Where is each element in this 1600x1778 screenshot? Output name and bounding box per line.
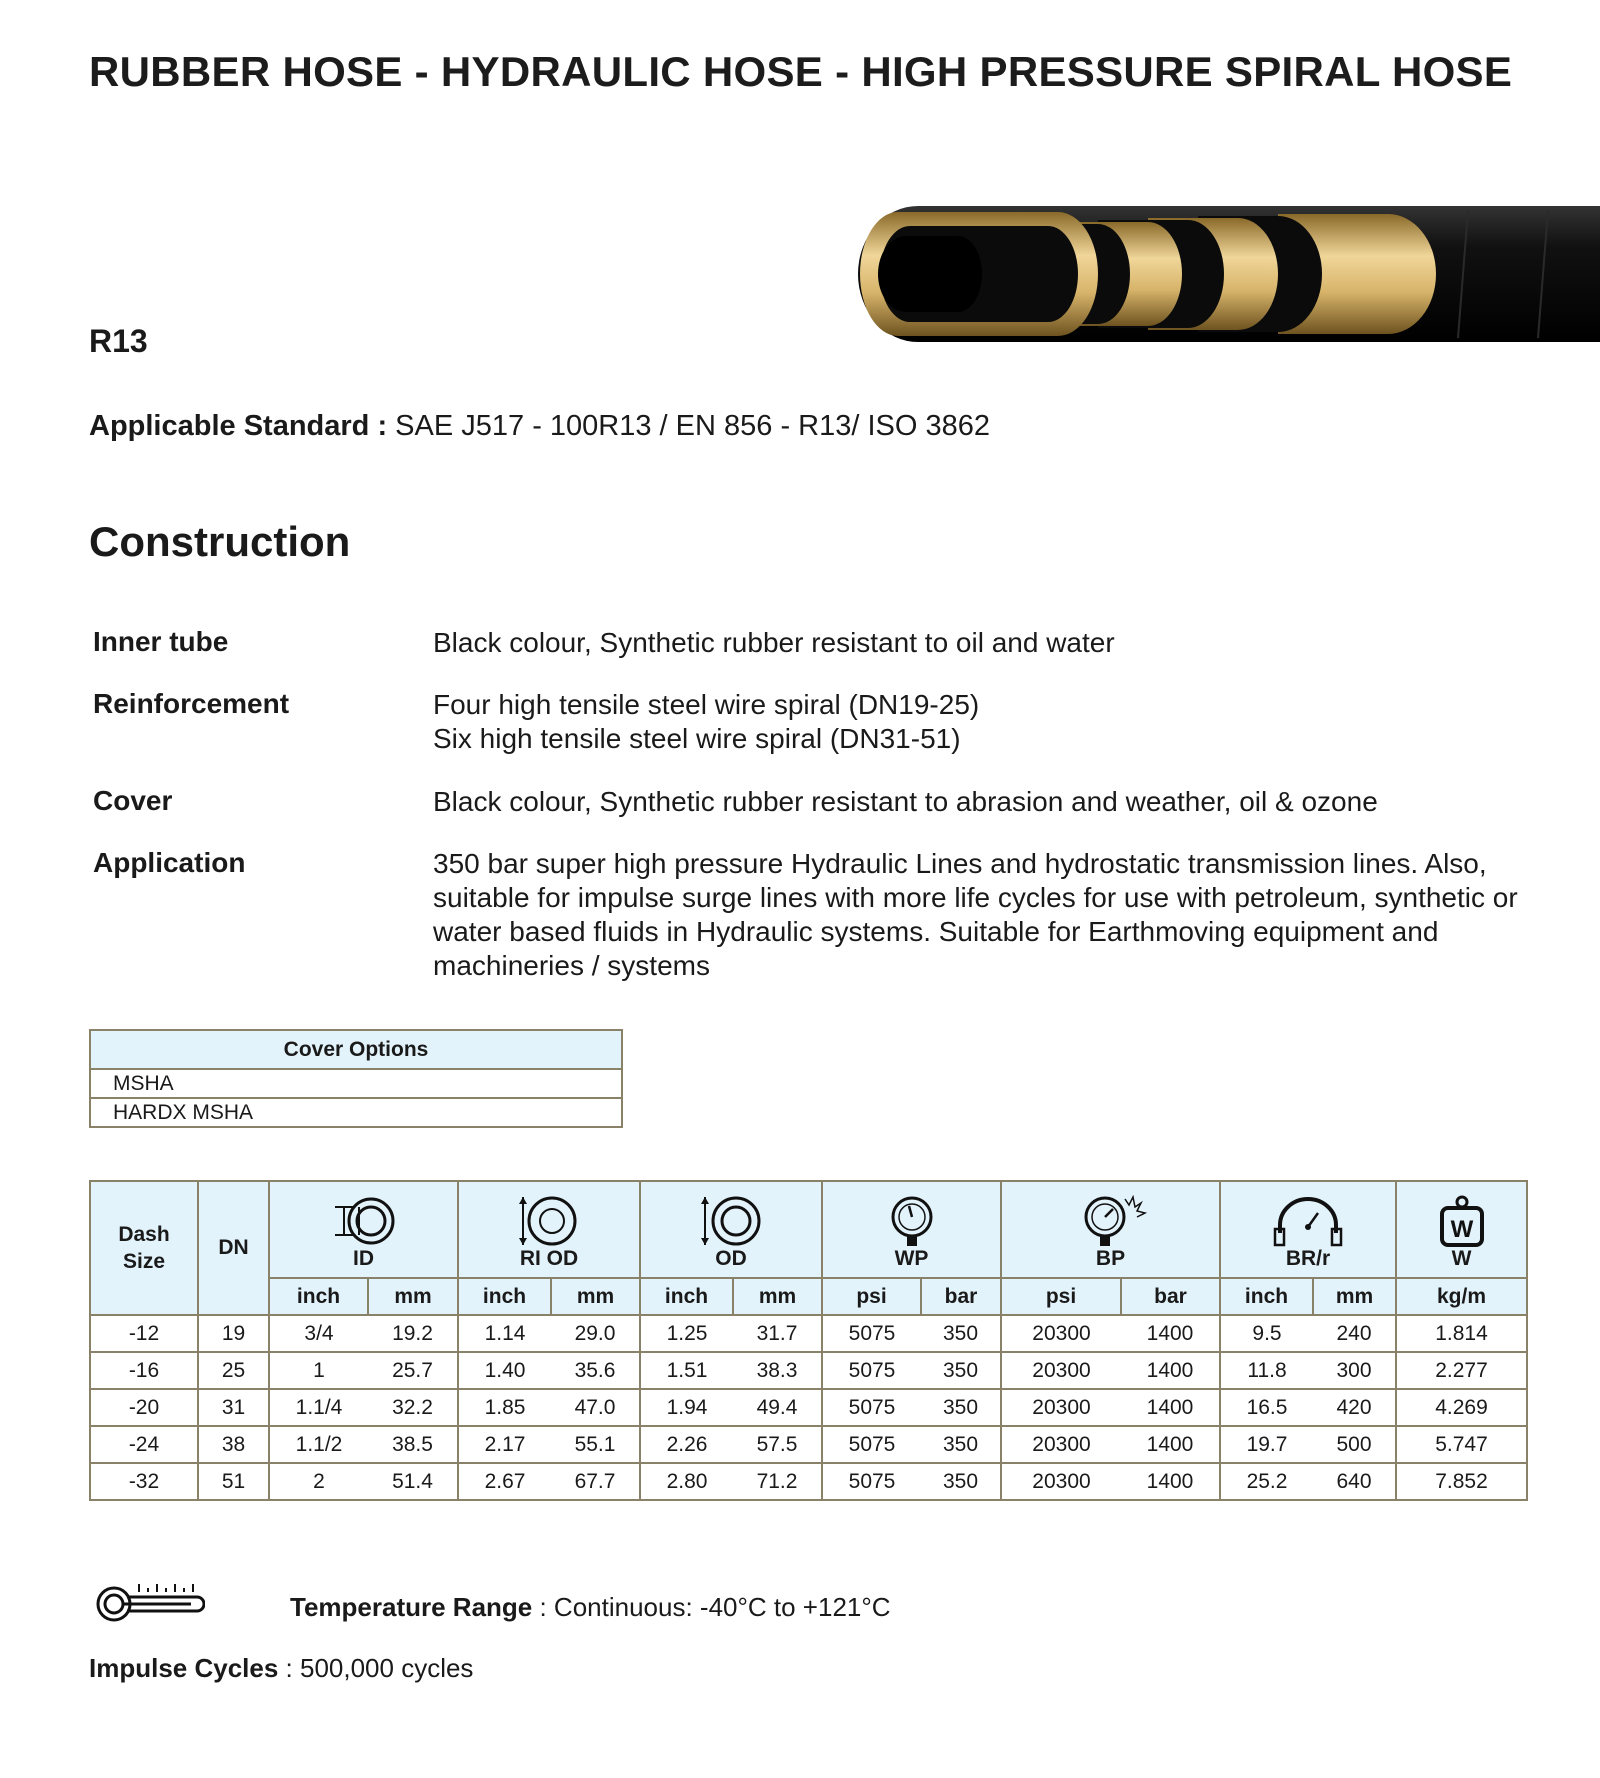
table-cell: 20300	[1001, 1352, 1121, 1389]
table-cell: 25.2	[1220, 1463, 1313, 1500]
table-cell: 32.2	[368, 1389, 458, 1426]
table-cell: 2.67	[458, 1463, 551, 1500]
burst-gauge-icon	[1071, 1195, 1151, 1247]
table-cell: 20300	[1001, 1426, 1121, 1463]
spec-line: Black colour, Synthetic rubber resistant to abrasion and weather, oil & ozone	[433, 786, 1378, 817]
table-cell: 25	[198, 1352, 269, 1389]
table-cell: 25.7	[368, 1352, 458, 1389]
table-cell: -12	[90, 1315, 198, 1352]
unit-label: inch	[458, 1278, 551, 1315]
spec-line: machineries / systems	[433, 950, 710, 981]
table-cell: 1.25	[640, 1315, 733, 1352]
unit-label: mm	[733, 1278, 822, 1315]
spec-line: Black colour, Synthetic rubber resistant to oil and water	[433, 627, 1115, 658]
table-cell: 19	[198, 1315, 269, 1352]
table-cell: 35.6	[551, 1352, 640, 1389]
unit-label: bar	[1121, 1278, 1220, 1315]
thermometer-icon	[93, 1580, 205, 1622]
weight-icon	[1434, 1195, 1490, 1247]
group-w	[1396, 1181, 1527, 1278]
col-dash-size: Dash Size	[90, 1181, 198, 1315]
table-cell: 57.5	[733, 1426, 822, 1463]
group-label: W	[1451, 1246, 1472, 1270]
table-cell: 5075	[822, 1352, 921, 1389]
table-row	[90, 1315, 1527, 1352]
table-cell: 2.277	[1396, 1352, 1527, 1389]
spec-line: Six high tensile steel wire spiral (DN31-51)	[433, 723, 961, 754]
unit-label: psi	[1001, 1278, 1121, 1315]
table-cell: 640	[1313, 1463, 1396, 1500]
cover-option-item: MSHA	[90, 1069, 622, 1098]
table-cell: -32	[90, 1463, 198, 1500]
table-cell: 2.26	[640, 1426, 733, 1463]
table-cell: 1.40	[458, 1352, 551, 1389]
table-cell: 67.7	[551, 1463, 640, 1500]
unit-label: mm	[1313, 1278, 1396, 1315]
table-cell: -16	[90, 1352, 198, 1389]
table-cell: 1.1/2	[269, 1426, 368, 1463]
unit-label: bar	[921, 1278, 1001, 1315]
table-cell: 19.7	[1220, 1426, 1313, 1463]
table-cell: 2	[269, 1463, 368, 1500]
group-label: WP	[894, 1246, 929, 1270]
spec-value-reinforcement	[433, 688, 1573, 756]
table-cell: 31.7	[733, 1315, 822, 1352]
temperature-range	[290, 1592, 891, 1623]
unit-label: inch	[640, 1278, 733, 1315]
table-cell: 1.51	[640, 1352, 733, 1389]
impulse-cycles	[89, 1653, 473, 1684]
pressure-gauge-icon	[879, 1195, 945, 1247]
spec-line: 350 bar super high pressure Hydraulic Lines and hydrostatic transmission lines. Also,	[433, 848, 1487, 879]
unit-label: kg/m	[1396, 1278, 1527, 1315]
table-cell: 11.8	[1220, 1352, 1313, 1389]
applicable-standard	[89, 410, 990, 443]
page-title: RUBBER HOSE - HYDRAULIC HOSE - HIGH PRESSURE SPIRAL HOSE	[89, 48, 1513, 95]
table-cell: 4.269	[1396, 1389, 1527, 1426]
table-cell: 38.5	[368, 1426, 458, 1463]
table-cell: 16.5	[1220, 1389, 1313, 1426]
table-row	[90, 1426, 1527, 1463]
cover-options-table	[89, 1029, 623, 1128]
table-cell: 47.0	[551, 1389, 640, 1426]
table-cell: 2.17	[458, 1426, 551, 1463]
table-cell: 7.852	[1396, 1463, 1527, 1500]
spec-value-application	[433, 847, 1573, 983]
group-ri-od	[458, 1181, 640, 1278]
table-cell: 38.3	[733, 1352, 822, 1389]
table-cell: 2.80	[640, 1463, 733, 1500]
spec-label-inner-tube: Inner tube	[93, 626, 229, 657]
reinforcement-od-icon	[516, 1195, 582, 1247]
table-cell: 1	[269, 1352, 368, 1389]
table-cell: 5075	[822, 1389, 921, 1426]
table-cell: 31	[198, 1389, 269, 1426]
table-cell: 350	[921, 1426, 1001, 1463]
outer-diameter-icon	[698, 1195, 764, 1247]
table-cell: 350	[921, 1389, 1001, 1426]
group-label: RI OD	[519, 1246, 579, 1270]
hose-cutaway-image	[858, 206, 1600, 342]
table-cell: 420	[1313, 1389, 1396, 1426]
group-label: BR/r	[1285, 1246, 1331, 1270]
table-cell: 1400	[1121, 1426, 1220, 1463]
table-cell: 1.14	[458, 1315, 551, 1352]
table-row	[90, 1352, 1527, 1389]
spec-label-cover: Cover	[93, 785, 173, 816]
unit-label: inch	[1220, 1278, 1313, 1315]
table-row	[90, 1389, 1527, 1426]
table-cell: 20300	[1001, 1315, 1121, 1352]
group-bp	[1001, 1181, 1220, 1278]
table-cell: 19.2	[368, 1315, 458, 1352]
group-label: ID	[353, 1246, 374, 1270]
table-cell: 9.5	[1220, 1315, 1313, 1352]
bend-radius-icon	[1270, 1195, 1346, 1247]
group-id	[269, 1181, 458, 1278]
table-cell: 55.1	[551, 1426, 640, 1463]
unit-label: inch	[269, 1278, 368, 1315]
specification-table	[89, 1180, 1528, 1501]
table-cell: 350	[921, 1352, 1001, 1389]
table-cell: 29.0	[551, 1315, 640, 1352]
construction-heading: Construction	[89, 518, 351, 565]
table-cell: 49.4	[733, 1389, 822, 1426]
table-cell: 1.94	[640, 1389, 733, 1426]
model-code: R13	[89, 323, 148, 359]
temperature-value: : Continuous: -40°C to +121°C	[532, 1592, 891, 1622]
group-br	[1220, 1181, 1396, 1278]
table-cell: 1400	[1121, 1352, 1220, 1389]
table-cell: 240	[1313, 1315, 1396, 1352]
unit-label: mm	[368, 1278, 458, 1315]
table-cell: 1.1/4	[269, 1389, 368, 1426]
table-cell: 5075	[822, 1463, 921, 1500]
table-cell: 300	[1313, 1352, 1396, 1389]
inner-diameter-icon	[331, 1195, 397, 1247]
table-cell: 71.2	[733, 1463, 822, 1500]
table-row	[90, 1463, 1527, 1500]
table-cell: 38	[198, 1426, 269, 1463]
impulse-label: Impulse Cycles	[89, 1653, 279, 1683]
table-cell: 20300	[1001, 1463, 1121, 1500]
unit-label: psi	[822, 1278, 921, 1315]
svg-text:W: W	[1450, 1215, 1473, 1243]
table-cell: 500	[1313, 1426, 1396, 1463]
table-cell: 350	[921, 1315, 1001, 1352]
group-label: OD	[715, 1246, 747, 1270]
table-cell: 51	[198, 1463, 269, 1500]
group-od	[640, 1181, 822, 1278]
table-cell: 1.85	[458, 1389, 551, 1426]
unit-label: mm	[551, 1278, 640, 1315]
spec-line: water based fluids in Hydraulic systems. Suitable for Earthmoving equipment and	[433, 916, 1439, 947]
group-label: BP	[1095, 1246, 1126, 1270]
table-cell: 20300	[1001, 1389, 1121, 1426]
standard-value: SAE J517 - 100R13 / EN 856 - R13/ ISO 3862	[387, 410, 991, 442]
spec-value-cover	[433, 785, 1573, 819]
spec-line: suitable for impulse surge lines with more life cycles for use with petroleum, synthetic or	[433, 882, 1518, 913]
table-cell: 51.4	[368, 1463, 458, 1500]
table-cell: 5.747	[1396, 1426, 1527, 1463]
temperature-label: Temperature Range	[290, 1592, 533, 1622]
cover-option-item: HARDX MSHA	[90, 1098, 622, 1127]
spec-line: Four high tensile steel wire spiral (DN19-25)	[433, 689, 980, 720]
table-cell: 5075	[822, 1315, 921, 1352]
table-cell: 350	[921, 1463, 1001, 1500]
table-cell: 1.814	[1396, 1315, 1527, 1352]
table-cell: 3/4	[269, 1315, 368, 1352]
group-wp	[822, 1181, 1001, 1278]
col-dn: DN	[198, 1181, 269, 1315]
standard-label: Applicable Standard :	[89, 410, 388, 442]
table-cell: 5075	[822, 1426, 921, 1463]
table-cell: -24	[90, 1426, 198, 1463]
table-cell: -20	[90, 1389, 198, 1426]
table-cell: 1400	[1121, 1315, 1220, 1352]
table-cell: 1400	[1121, 1389, 1220, 1426]
impulse-value: : 500,000 cycles	[278, 1653, 474, 1683]
spec-value-inner-tube	[433, 626, 1573, 660]
spec-label-application: Application	[93, 847, 246, 878]
spec-label-reinforcement: Reinforcement	[93, 688, 290, 719]
cover-options-header: Cover Options	[90, 1030, 622, 1069]
table-cell: 1400	[1121, 1463, 1220, 1500]
